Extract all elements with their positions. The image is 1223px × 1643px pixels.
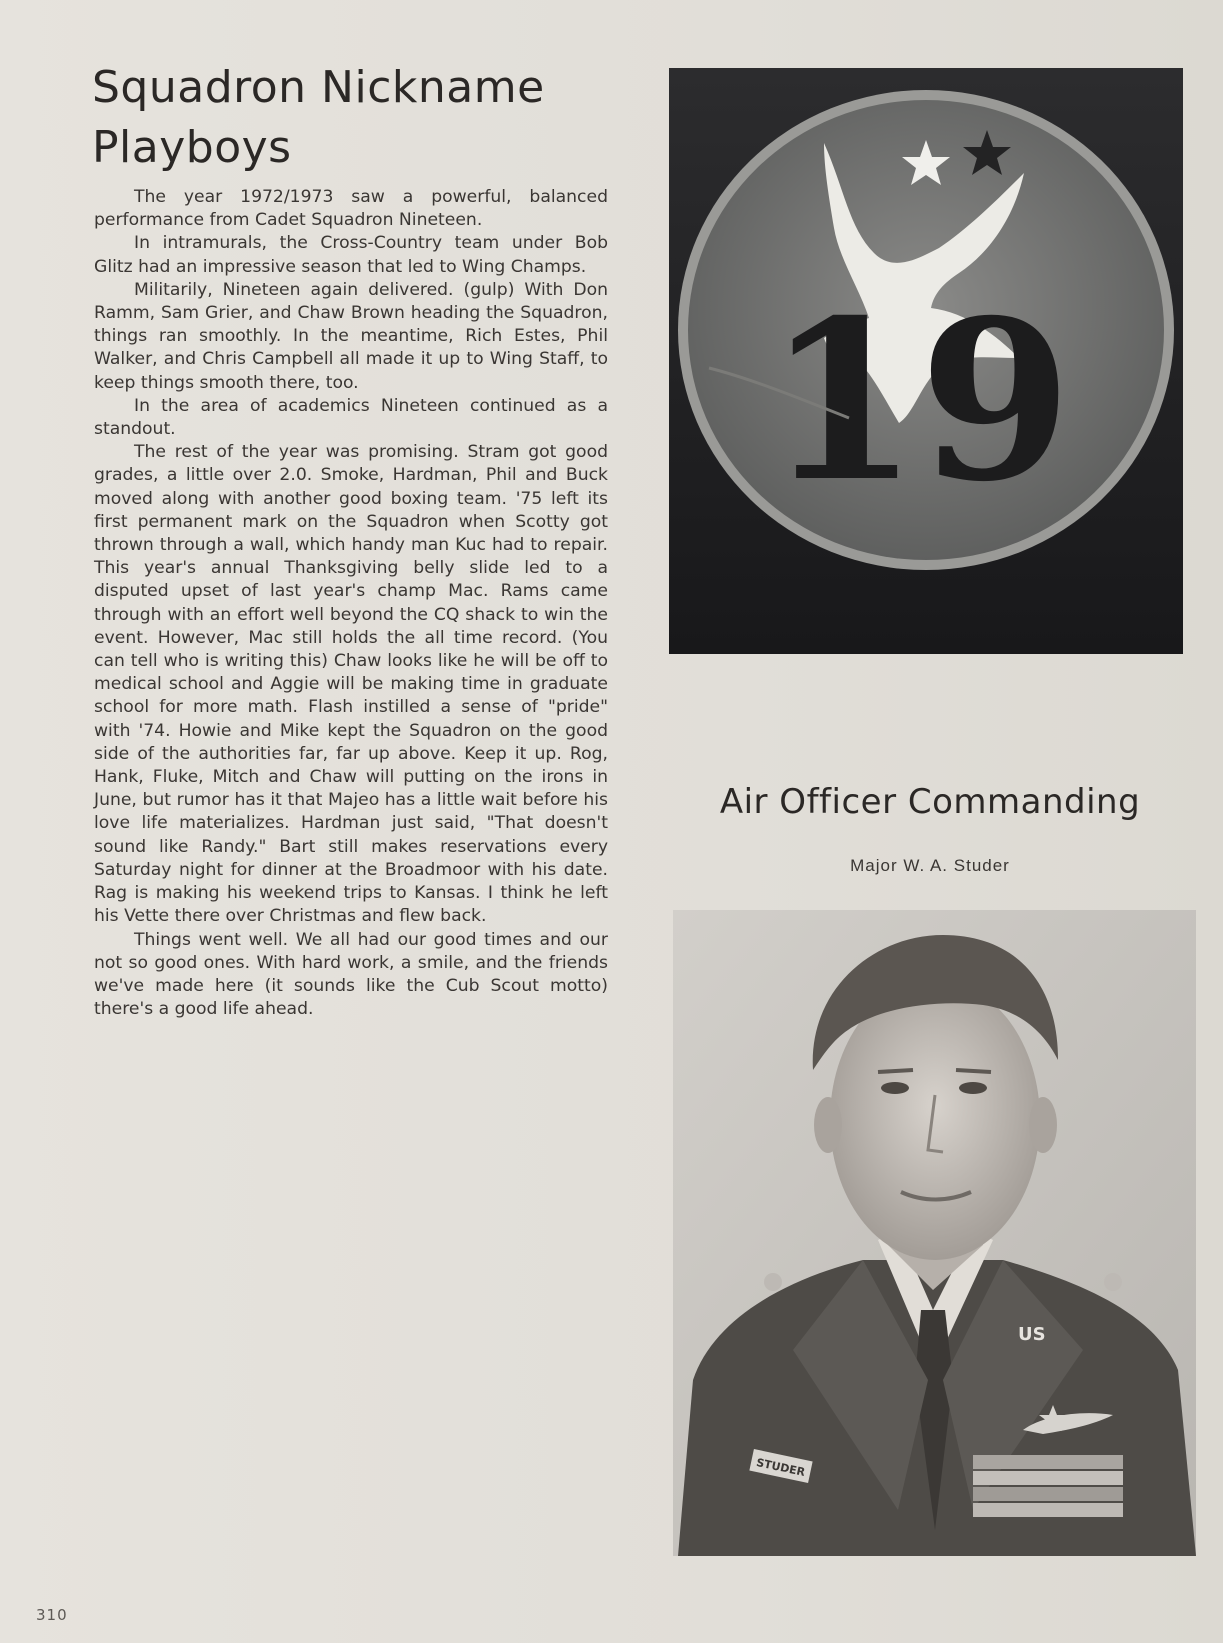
article-paragraph: The year 1972/1973 saw a powerful, balanced performance from Cadet Squadron Nineteen. <box>94 187 608 231</box>
article-paragraph: In the area of academics Nineteen continued as a standout. <box>94 395 608 440</box>
squadron-patch-image <box>669 68 1183 654</box>
article-title <box>92 58 652 178</box>
title-line-1: Squadron Nickname <box>92 62 545 113</box>
aoc-heading: Air Officer Commanding <box>719 782 1141 822</box>
article-paragraph: Militarily, Nineteen again delivered. (gulp) With Don Ramm, Sam Grier, and Chaw Brown heading the Squadron, things ran smoothly. In the meantime, Rich Estes, Phil Walker, and Chris Campbell all made it up to Wing Staff, to keep things smooth there, too. <box>94 279 608 393</box>
title-line-2: Playboys <box>92 122 292 173</box>
nameplate-text: STUDER <box>755 1455 807 1479</box>
aoc-name: Major W. A. Studer <box>850 856 1010 875</box>
article-paragraph: Things went well. We all had our good times and our not so good ones. With hard work, a smile, and the friends we've made here (it sounds like the Cub Scout motto) there's a good life ahead. <box>94 929 608 1020</box>
squadron-patch-photo <box>669 68 1183 654</box>
article-paragraph: In intramurals, the Cross-Country team under Bob Glitz had an impressive season that led to Wing Champs. <box>94 233 608 277</box>
squadron-number: 19 <box>765 271 1073 530</box>
officer-portrait-image <box>673 910 1196 1556</box>
page-number: 310 <box>36 1606 68 1624</box>
article-paragraph: The rest of the year was promising. Stram got good grades, a little over 2.0. Smoke, Hardman, Phil and Buck moved along with another good boxing team. '75 left its first permanent mark on the Squadron when Scotty got thrown through a wall, which handy man Kuc had to repair. This year's annual Thanksgiving belly slide led to a disputed upset of last year's champ Mac. Rams came through with an effort well beyond the CQ shack to win the event. However, Mac still holds the all time record. (You can tell who is writing this) Chaw looks like he will be off to medical school and Aggie will be making time in graduate school for more math. Flash instilled a sense of "pride" with '74. Howie and Mike kept the Squadron on the good side of the authorities far, far up above. Keep it up. Rog, Hank, Fluke, Mitch and Chaw will putting on the irons in June, but rumor has it that Majeo has a little wait before his love life materializes. Hardman just said, "That doesn't sound like Randy." Bart still makes reservations every Saturday night for dinner at the Broadmoor with his date. Rag is making his weekend trips to Kansas. I think he left his Vette there over Christmas and flew back. <box>94 442 608 927</box>
collar-insignia-us: US <box>1018 1324 1046 1345</box>
officer-face <box>830 980 1040 1260</box>
article-body <box>94 186 608 1021</box>
officer-portrait-photo <box>673 910 1196 1556</box>
